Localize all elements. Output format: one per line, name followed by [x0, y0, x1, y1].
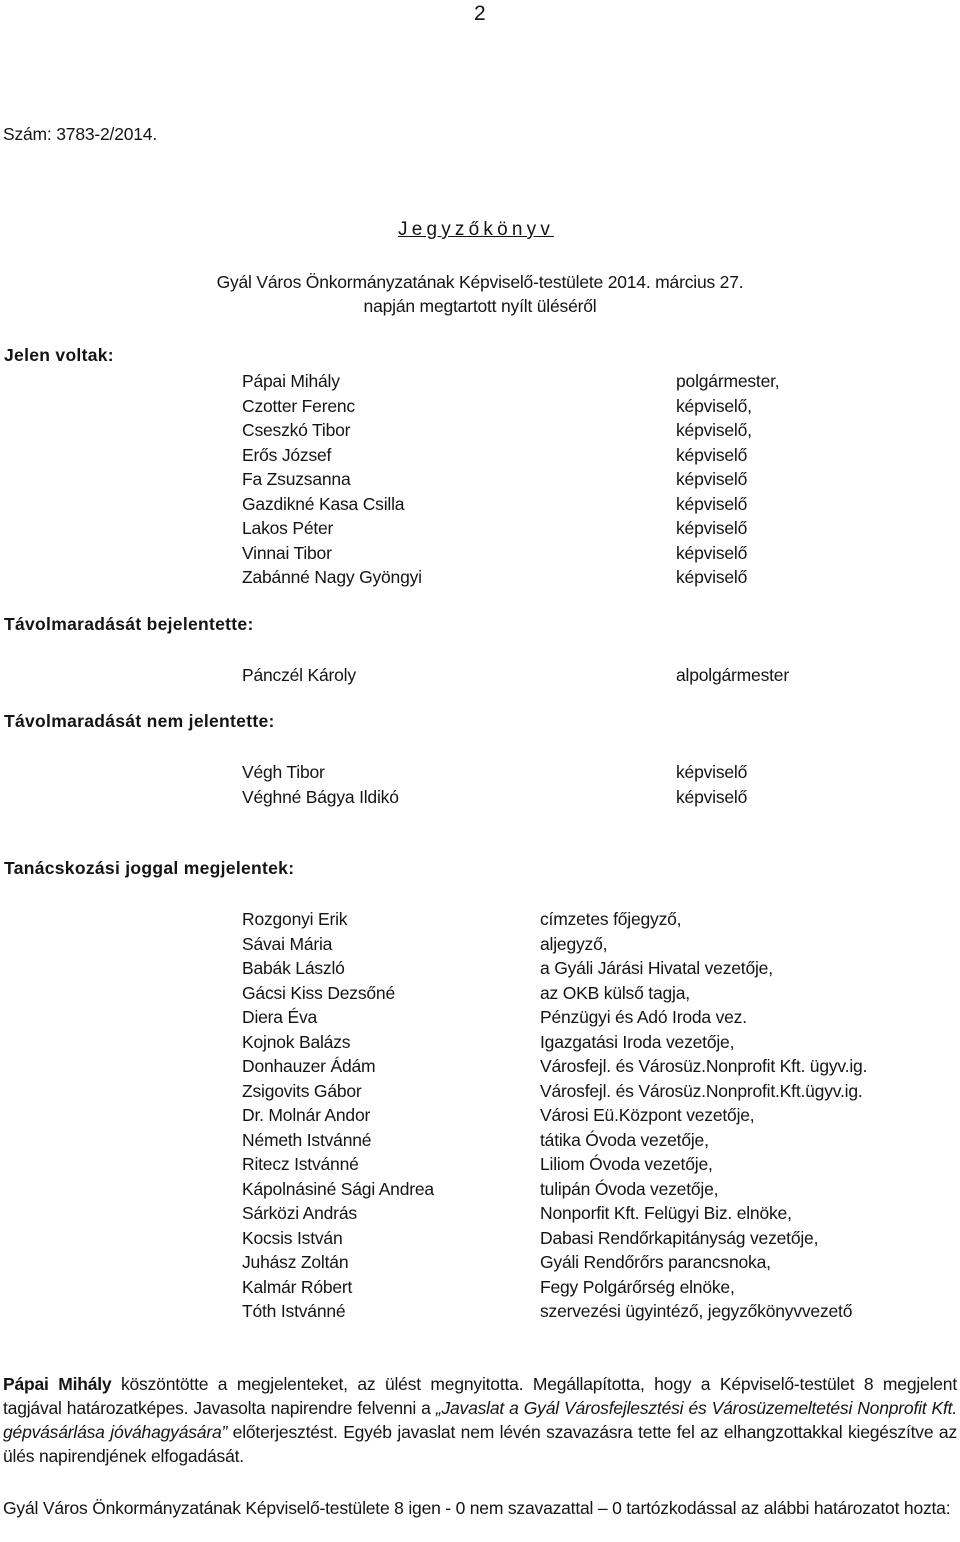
subtitle-line-1: Gyál Város Önkormányzatának Képviselő-testülete 2014. március 27.: [216, 272, 744, 292]
person-role: képviselő: [676, 444, 748, 465]
person-name: Donhauzer Ádám: [242, 1056, 376, 1076]
person-role: képviselő: [676, 786, 748, 807]
absent-unreported-roles: [676, 760, 747, 809]
person-name: Kalmár Róbert: [242, 1276, 353, 1297]
person-role: képviselő: [676, 542, 748, 563]
absent-unreported-heading: Távolmaradását nem jelentette:: [4, 711, 275, 731]
speaker-name: Pápai Mihály: [3, 1374, 112, 1394]
person-role: Pénzügyi és Adó Iroda vez.: [540, 1007, 747, 1027]
person-name: Babák László: [242, 958, 345, 978]
person-name: Kocsis István: [242, 1227, 343, 1248]
person-role: a Gyáli Járási Hivatal vezetője,: [540, 958, 773, 978]
person-role: képviselő: [676, 762, 748, 782]
person-role: alpolgármester: [676, 665, 789, 685]
person-name: Véghné Bágya Ildikó: [242, 786, 399, 807]
person-name: Tóth Istvánné: [242, 1301, 346, 1321]
person-role: Városfejl. és Városüz.Nonprofit.Kft.ügyv.ig.: [540, 1080, 863, 1101]
person-role: képviselő,: [676, 420, 752, 440]
person-name: Cseszkó Tibor: [242, 420, 351, 440]
person-role: Liliom Óvoda vezetője,: [540, 1154, 713, 1174]
person-role: Nonporfit Kft. Felügyi Biz. elnöke,: [540, 1203, 792, 1223]
person-name: Gazdikné Kasa Csilla: [242, 493, 405, 514]
person-role: képviselő: [676, 518, 748, 538]
person-name: Czotter Ferenc: [242, 395, 355, 416]
person-name: Dr. Molnár Andor: [242, 1105, 371, 1125]
person-role: Gyáli Rendőrőrs parancsnoka,: [540, 1252, 771, 1272]
person-name: Kápolnásiné Sági Andrea: [242, 1178, 434, 1199]
person-name: Vinnai Tibor: [242, 542, 332, 563]
person-role: Városi Eü.Központ vezetője,: [540, 1105, 755, 1125]
person-role: polgármester,: [676, 371, 780, 391]
person-name: Ritecz Istvánné: [242, 1154, 359, 1174]
page-number: 2: [474, 2, 486, 25]
subtitle-line-2: napján megtartott nyílt üléséről: [363, 296, 597, 316]
person-name: Fa Zsuzsanna: [242, 469, 351, 489]
resolution-intro: Gyál Város Önkormányzatának Képviselő-testülete 8 igen - 0 nem szavazattal – 0 tartózkodással az alábbi határozatot hozta:: [3, 1498, 951, 1518]
reference-number: Szám: 3783-2/2014.: [3, 124, 158, 144]
person-name: Diera Éva: [242, 1007, 318, 1027]
person-name: Sárközi András: [242, 1203, 357, 1223]
person-role: szervezési ügyintéző, jegyzőkönyvvezető: [540, 1301, 853, 1321]
absent-reported-roles: [676, 663, 789, 688]
person-name: Gácsi Kiss Dezsőné: [242, 982, 395, 1003]
present-names: [242, 369, 422, 590]
person-role: Fegy Polgárőrség elnöke,: [540, 1276, 735, 1297]
opening-text-a: köszöntötte a megjelenteket, az ülést megnyitotta. Megállapította, hogy a Képviselő-testület 8 megjelent tagjával határozatképes. Javasolta napirendre felvenni a: [3, 1374, 958, 1418]
person-name: Pánczél Károly: [242, 665, 356, 685]
person-role: az OKB külső tagja,: [540, 982, 690, 1003]
person-role: képviselő: [676, 493, 748, 514]
person-role: Dabasi Rendőrkapitányság vezetője,: [540, 1227, 819, 1248]
absent-reported-heading: Távolmaradását bejelentette:: [4, 614, 254, 634]
proposal-title: „Javaslat a Gyál Városfejlesztési és Városüzemeltetési Nonprofit Kft. gépvásárlása jóváhagyására”: [3, 1398, 957, 1442]
person-name: Zsigovits Gábor: [242, 1080, 362, 1101]
person-role: tulipán Óvoda vezetője,: [540, 1178, 719, 1199]
opening-text-b: előterjesztést. Egyéb javaslat nem lévén szavazásra tette fel az elhangzottakkal kiegészítve az ülés napirendjének elfogadását.: [3, 1422, 957, 1466]
person-name: Rozgonyi Erik: [242, 909, 348, 929]
person-role: címzetes főjegyző,: [540, 909, 682, 929]
person-name: Sávai Mária: [242, 933, 333, 954]
person-role: képviselő: [676, 469, 748, 489]
person-name: Pápai Mihály: [242, 371, 340, 391]
person-name: Németh Istvánné: [242, 1129, 372, 1150]
present-roles: [676, 369, 779, 590]
person-role: Városfejl. és Városüz.Nonprofit Kft. ügyv.ig.: [540, 1056, 868, 1076]
person-role: képviselő: [676, 567, 748, 587]
person-name: Zabánné Nagy Gyöngyi: [242, 567, 422, 587]
person-name: Juhász Zoltán: [242, 1252, 349, 1272]
person-name: Lakos Péter: [242, 518, 334, 538]
absent-unreported-names: [242, 760, 399, 809]
advisory-names: [242, 907, 434, 1324]
person-role: tátika Óvoda vezetője,: [540, 1129, 709, 1150]
person-role: aljegyző,: [540, 933, 608, 954]
person-name: Végh Tibor: [242, 762, 325, 782]
person-role: képviselő,: [676, 395, 752, 416]
absent-reported-names: [242, 663, 356, 688]
person-role: Igazgatási Iroda vezetője,: [540, 1031, 735, 1052]
present-heading: Jelen voltak:: [4, 345, 114, 365]
opening-paragraph: [3, 1372, 957, 1468]
document-title: Jegyzőkönyv: [398, 219, 555, 240]
person-name: Kojnok Balázs: [242, 1031, 351, 1052]
advisory-roles: [540, 907, 867, 1324]
advisory-heading: Tanácskozási joggal megjelentek:: [4, 858, 295, 878]
person-name: Erős József: [242, 444, 332, 465]
